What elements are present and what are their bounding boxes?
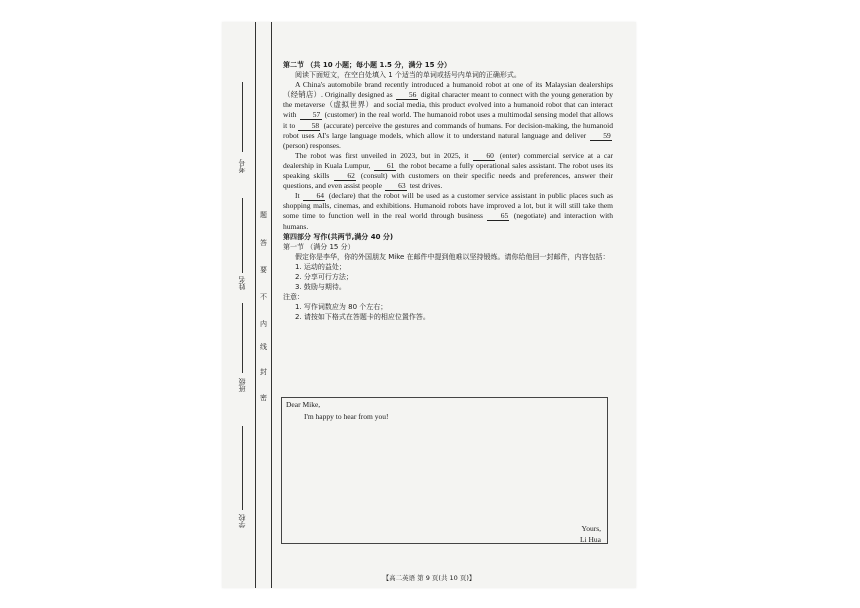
page-content xyxy=(283,60,613,322)
note-item: 1. 写作词数应为 80 个左右； xyxy=(295,303,388,312)
passage-text: digital character meant to connect with the young generation by the metaverse（虚拟世界）and social media, this product evolved into a humanoid robot that can interact with xyxy=(283,90,614,120)
section2-instruction: 阅读下面短文，在空白处填入 1 个适当的单词或括号内单词的正确形式。 xyxy=(295,71,521,80)
passage-text: The robot was first unveiled in 2023, but in 2025, it xyxy=(295,150,469,160)
seal-char: 密 xyxy=(260,394,267,402)
passage-text: (enter) commercial service at a car dealership in Kuala Lumpur, xyxy=(283,150,614,170)
passage-text: (negotiate) and interaction with humans. xyxy=(283,211,614,231)
passage-text: It xyxy=(295,191,300,201)
passage-text: (consult) with customers on their specific needs and preferences, answer their questions, and even assist people xyxy=(283,171,614,191)
prompt-item: 3. 鼓励与期待。 xyxy=(295,283,346,292)
blank-61: 61 xyxy=(374,162,396,171)
seal-char: 封 xyxy=(260,368,267,376)
name-label: 姓名 xyxy=(238,276,246,290)
page-footer: 【高二英语 第 9 页(共 10 页)】 xyxy=(382,574,476,582)
writing-prompt: 假定你是李华，你的外国朋友 Mike 在邮件中提到他难以坚持锻炼。请你给他回一封邮件，内容包括： xyxy=(295,252,610,261)
seal-char: 答 xyxy=(260,239,267,247)
seal-char: 题 xyxy=(260,211,267,219)
note-item: 2. 请按如下格式在答题卡的相应位置作答。 xyxy=(295,313,430,322)
binding-line-outer xyxy=(255,22,256,588)
blank-62: 62 xyxy=(334,172,356,181)
part4-section1-heading: 第一节 （满分 15 分） xyxy=(283,242,355,251)
letter-closing: Yours, xyxy=(581,524,601,533)
name-field-line xyxy=(242,198,243,273)
letter-signature: Li Hua xyxy=(579,535,601,544)
section2-heading: 第二节 （共 10 小题；每小题 1.5 分，满分 15 分） xyxy=(283,61,451,69)
blank-57: 57 xyxy=(300,111,322,120)
passage-text: (person) responses. xyxy=(283,140,341,150)
passage-paragraph-1 xyxy=(283,80,613,151)
school-label: 学校 xyxy=(238,514,246,528)
exam-no-label: 考号 xyxy=(238,159,246,173)
passage-text: (accurate) perceive the gestures and commands of humans. For decision-making, the humanoid robot uses AI's large language models, which allow it to understand natural language and deliver xyxy=(283,120,614,140)
prompt-item: 1. 运动的益处； xyxy=(295,262,346,271)
passage-text: (declare) that the robot will be used as a customer service assistant in public places such as shopping malls, cinemas, and exhibitions. Humanoid robots have improved a lot, but it will still take them some time to function well in the real world through business xyxy=(283,191,614,221)
class-label: 班级 xyxy=(238,378,246,392)
school-field-line xyxy=(242,426,243,510)
letter-opening-line: I'm happy to hear from you! xyxy=(304,412,389,421)
blank-60: 60 xyxy=(473,152,495,161)
blank-58: 58 xyxy=(298,122,320,131)
passage-paragraph-2 xyxy=(283,151,613,191)
note-heading: 注意： xyxy=(283,293,304,302)
blank-59: 59 xyxy=(590,132,612,141)
seal-char: 要 xyxy=(260,266,267,274)
seal-char: 内 xyxy=(260,320,267,328)
seal-char: 不 xyxy=(260,293,267,301)
letter-salutation: Dear Mike, xyxy=(286,400,321,409)
passage-text: test drives. xyxy=(409,181,443,191)
exam-page xyxy=(222,22,636,588)
letter-answer-box xyxy=(281,397,608,544)
part4-heading: 第四部分 写作(共两节,满分 40 分) xyxy=(283,232,394,241)
exam-no-field-line xyxy=(242,82,243,152)
passage-text: (customer) in the real world. The humanoid robot uses a multimodal sensing model that allows it to xyxy=(283,110,614,130)
class-field-line xyxy=(242,303,243,373)
blank-63: 63 xyxy=(385,182,407,191)
binding-line-inner xyxy=(271,22,272,588)
blank-64: 64 xyxy=(303,192,325,201)
blank-56: 56 xyxy=(396,91,418,100)
blank-65: 65 xyxy=(487,212,509,221)
passage-text: A China's automobile brand recently introduced a humanoid robot at one of its Malaysian dealerships（经销店）. Originally designed as xyxy=(283,80,613,100)
seal-char: 线 xyxy=(260,343,267,351)
passage-paragraph-3 xyxy=(283,191,613,231)
passage-text: the robot became a fully operational sales assistant. The robot uses its speaking skills xyxy=(283,160,614,181)
prompt-item: 2. 分享可行方法； xyxy=(295,272,353,281)
